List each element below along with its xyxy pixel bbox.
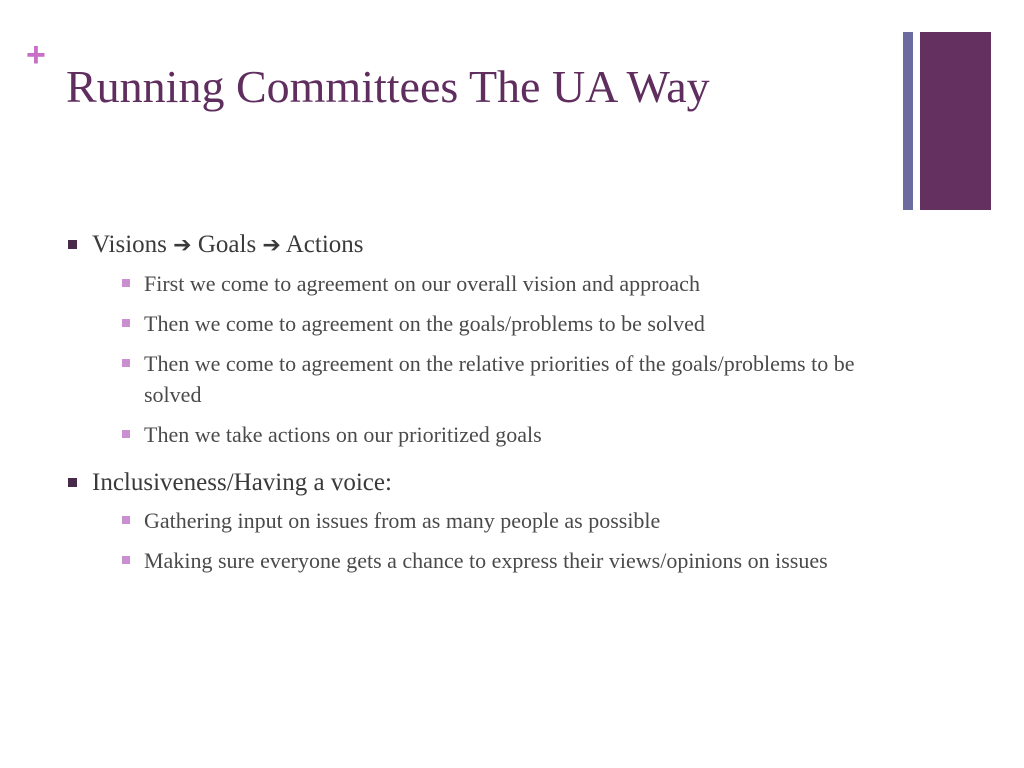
sub-bullet-text: Then we come to agreement on the relative priorities of the goals/problems to be solved bbox=[144, 351, 855, 407]
bullet-visions-goals-actions bbox=[66, 226, 916, 450]
sub-bullet bbox=[118, 545, 916, 576]
slide-body bbox=[66, 226, 916, 585]
sub-bullet bbox=[118, 268, 916, 299]
square-bullet-icon bbox=[68, 478, 77, 487]
sub-bullet-text: Making sure everyone gets a chance to express their views/opinions on issues bbox=[144, 548, 828, 573]
plus-icon: + bbox=[26, 36, 46, 74]
bullet-inclusiveness bbox=[66, 464, 916, 576]
square-bullet-icon bbox=[122, 430, 130, 438]
sub-bullet bbox=[118, 308, 916, 339]
sub-bullet-list bbox=[92, 268, 916, 450]
bullet-text-actions: Actions bbox=[285, 231, 364, 258]
square-bullet-icon bbox=[122, 516, 130, 524]
sub-bullet bbox=[118, 505, 916, 536]
sub-bullet-list bbox=[92, 505, 916, 576]
sub-bullet-text: Gathering input on issues from as many people as possible bbox=[144, 508, 661, 533]
square-bullet-icon bbox=[122, 556, 130, 564]
square-bullet-icon bbox=[122, 359, 130, 367]
arrow-right-icon: ➔ bbox=[262, 233, 281, 258]
arrow-right-icon: ➔ bbox=[173, 233, 192, 258]
bullet-text-visions: Visions bbox=[92, 231, 167, 258]
sub-bullet bbox=[118, 348, 916, 410]
sub-bullet bbox=[118, 419, 916, 450]
sub-bullet-text: Then we take actions on our prioritized goals bbox=[144, 422, 542, 447]
slide-title: Running Committees The UA Way bbox=[66, 61, 710, 112]
square-bullet-icon bbox=[122, 319, 130, 327]
bullet-text-inclusiveness: Inclusiveness/Having a voice: bbox=[92, 469, 392, 496]
bullet-text-goals: Goals bbox=[197, 231, 257, 258]
square-bullet-icon bbox=[122, 279, 130, 287]
sub-bullet-text: First we come to agreement on our overall vision and approach bbox=[144, 271, 700, 296]
decorative-bar-thick bbox=[920, 32, 991, 210]
sub-bullet-text: Then we come to agreement on the goals/problems to be solved bbox=[144, 311, 705, 336]
square-bullet-icon bbox=[68, 240, 77, 249]
decorative-bar-thin bbox=[903, 32, 913, 210]
